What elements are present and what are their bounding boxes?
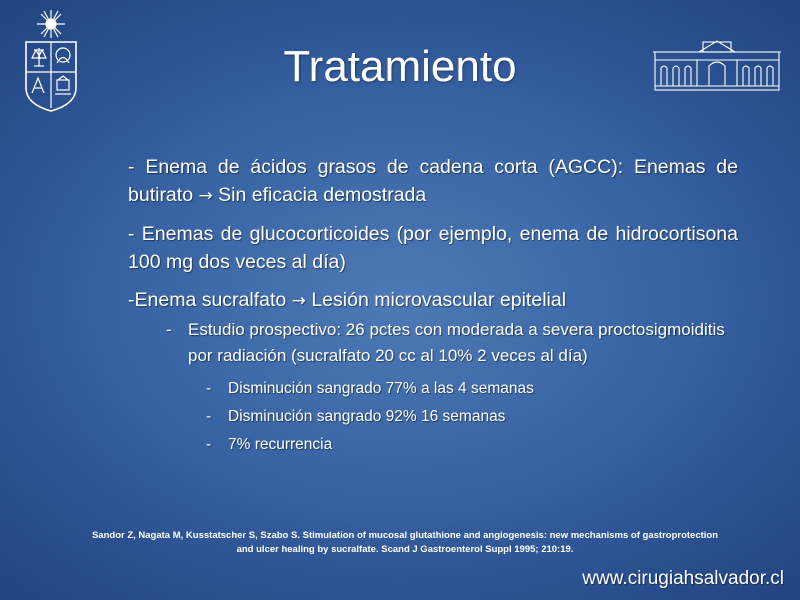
sub-sub-bullet — [206, 403, 738, 431]
bullet-dash: - — [128, 223, 142, 245]
bullet-dash: - — [206, 408, 212, 425]
bullet-result: Sin eficacia demostrada — [212, 184, 427, 206]
bullet-dash: - — [128, 289, 135, 311]
bullet-dash: - — [206, 380, 212, 397]
sub-sub-bullet — [206, 375, 738, 403]
sub-bullet-text: Estudio prospectivo: 26 pctes con moderada a severa proctosigmoiditis por radiación (sucralfato 20 cc al 10% 2 veces al día) — [188, 320, 725, 365]
reference-line: Sandor Z, Nagata M, Kusstatscher S, Szabo S. Stimulation of mucosal glutathione and angiogenesis: new mechanisms of gastroprotection — [91, 530, 719, 541]
bullet-glucocorticoides — [128, 220, 738, 276]
bullet-dash: - — [206, 436, 212, 453]
slide-content — [128, 153, 738, 459]
bullet-text: Enemas de glucocorticoides (por ejemplo, enema de hidrocortisona 100 mg dos veces al día) — [128, 223, 738, 273]
bullet-dash: - — [166, 320, 172, 339]
website-url: www.cirugiahsalvador.cl — [582, 568, 784, 589]
sub-sub-bullet-text: 7% recurrencia — [228, 436, 333, 453]
bullet-text: Enema de ácidos grasos de cadena corta (AGCC): Enemas de butirato — [128, 156, 738, 206]
sub-bullet-estudio — [166, 317, 738, 369]
sub-sub-bullet-text: Disminución sangrado 92% 16 semanas — [228, 408, 506, 425]
slide-title: Tratamiento — [283, 42, 517, 91]
sub-sub-bullet — [206, 431, 738, 459]
bullet-text: Enema sucralfato — [134, 289, 287, 311]
reference-line: and ulcer healing by sucralfate. Scand J Gastroenterol Suppl 1995; 210:19. — [236, 544, 574, 555]
bullet-sucralfato — [128, 286, 738, 315]
bullet-agcc — [128, 153, 738, 210]
bullet-dash: - — [128, 156, 146, 178]
right-arrow-icon: → — [198, 186, 213, 206]
sub-sub-bullet-text: Disminución sangrado 77% a las 4 semanas — [228, 380, 534, 397]
right-arrow-icon: → — [291, 291, 306, 311]
reference-citation — [40, 529, 770, 557]
bullet-result: Lesión microvascular epitelial — [305, 289, 567, 311]
